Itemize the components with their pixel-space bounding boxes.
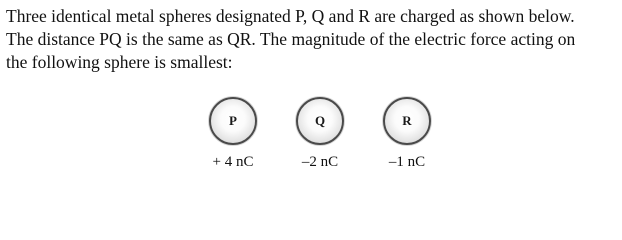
sphere-r-charge: –1 nC	[388, 154, 426, 170]
question-line-2: The distance PQ is the same as QR. The magnitude of the electric force acting on	[6, 29, 576, 49]
question-line-1: Three identical metal spheres designated P, Q and R are charged as shown below.	[6, 6, 575, 26]
sphere-p	[209, 97, 257, 145]
sphere-p-charge: + 4 nC	[212, 154, 254, 170]
sphere-p-label: P	[229, 113, 237, 128]
sphere-q	[296, 97, 344, 145]
question-line-3: the following sphere is smallest:	[6, 52, 233, 72]
sphere-q-label: Q	[314, 113, 326, 128]
sphere-r-label: R	[402, 113, 412, 128]
question-text	[6, 5, 618, 74]
sphere-r	[383, 97, 431, 145]
sphere-q-charge: –2 nC	[301, 154, 339, 170]
